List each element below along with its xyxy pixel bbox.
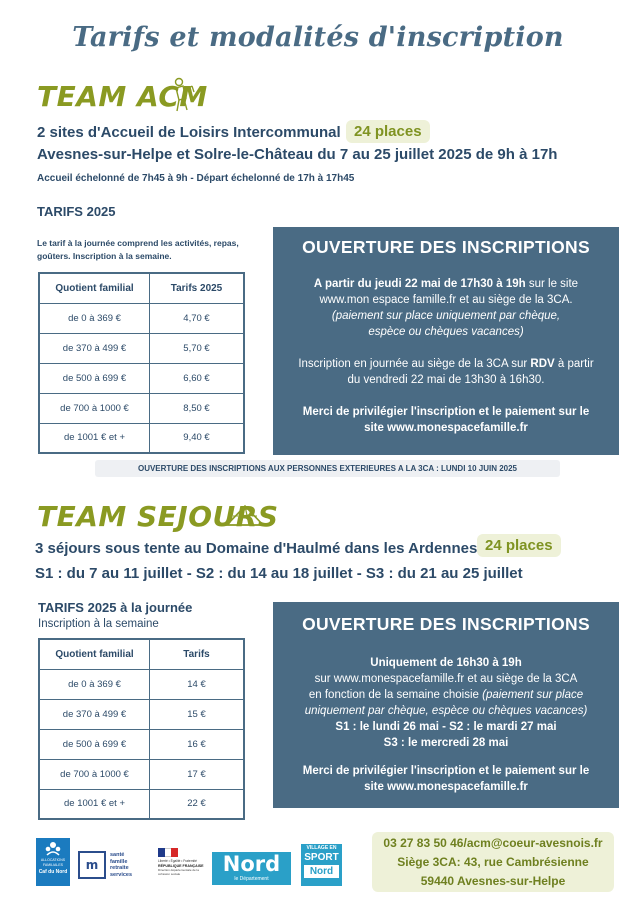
table-header: Tarifs 2025 [150,273,245,303]
acm-dates-line: Avesnes-sur-Helpe et Solre-le-Château du 7 au 25 juillet 2025 de 9h à 17h [37,146,558,163]
acm-places-badge: 24 places [346,120,430,143]
republique-francaise-logo: Liberté • Égalité • Fraternité RÉPUBLIQUE FRANÇAISE Direction départementale de la cohésion sociale [158,848,204,882]
contact-block [372,832,614,892]
sejours-box-heading: OUVERTURE DES INSCRIPTIONS [302,614,590,634]
sejours-places-badge: 24 places [477,534,561,557]
tent-icon [224,502,266,528]
sejours-lieu-line: 3 séjours sous tente au Domaine d'Haulmé dans les Ardennes [35,540,478,557]
table-row: de 0 à 369 € 4,70 € [39,303,244,333]
sejours-dates-line: S1 : du 7 au 11 juillet - S2 : du 14 au 18 juillet - S3 : du 21 au 25 juillet [35,565,523,582]
sejours-inscriptions-box: OUVERTURE DES INSCRIPTIONS Uniquement de 16h30 à 19h sur www.monespacefamille.fr et au siège de la 3CA en fonction de la semaine choisie (paiement sur place uniquement par chèque, espèce ou chèques vacances) S1 : le lundi 26 mai - S2 : le mardi 27 mai S3 : le mercredi 28 mai Merci de privilégier l'inscription et le paiement sur le site www.monespacefamille.fr [273,602,619,808]
msa-logo: m santé famille retraite services [78,849,148,881]
acm-accueil-line: Accueil échelonné de 7h45 à 9h - Départ échelonné de 17h à 17h45 [37,173,355,184]
table-row: de 370 à 499 € 5,70 € [39,333,244,363]
table-header: Quotient familial [39,639,150,669]
sejours-tarifs-heading: TARIFS 2025 à la journée [38,600,193,615]
contact-address: Siège 3CA: 43, rue Cambrésienne [397,855,589,869]
team-sejours-title: TEAM SEJOURS [37,500,279,533]
table-row: de 370 à 499 € 15 € [39,699,244,729]
table-row: de 500 à 699 € 6,60 € [39,363,244,393]
acm-tarifs-table [38,272,245,454]
acm-tarifs-heading: TARIFS 2025 [37,204,116,219]
table-row: de 700 à 1000 € 8,50 € [39,393,244,423]
acm-tarifs-note: Le tarif à la journée comprend les activités, repas, goûters. Inscription à la semaine. [37,238,239,261]
team-acm-title: TEAM ACM [37,80,208,113]
page-title: Tarifs et modalités d'inscription [72,22,564,53]
acm-sites-line: 2 sites d'Accueil de Loisirs Intercommunal [37,124,341,141]
exterieurs-banner: OUVERTURE DES INSCRIPTIONS AUX PERSONNES EXTERIEURES A LA 3CA : LUNDI 10 JUIN 2025 [95,460,560,477]
acm-inscriptions-box: OUVERTURE DES INSCRIPTIONS A partir du jeudi 22 mai de 17h30 à 19h sur le site www.mon espace famille.fr et au siège de la 3CA. (paiement sur place uniquement par chèque, espèce ou chèques vacances) Inscription en journée au siège de la 3CA sur RDV à partir du vendredi 22 mai de 13h30 à 16h30. Merci de privilégier l'inscription et le paiement sur le site www.monespacefamille.fr [273,227,619,455]
contact-phone-email: 03 27 83 50 46/acm@coeur-avesnois.fr [383,836,603,850]
sejours-tarifs-table [38,638,245,820]
caf-logo: ALLOCATIONS FAMILIALES Caf du Nord [36,838,70,886]
table-row: de 700 à 1000 € 17 € [39,759,244,789]
table-row: de 0 à 369 € 14 € [39,669,244,699]
table-row: de 500 à 699 € 16 € [39,729,244,759]
nord-departement-logo: Nord le Département [212,852,291,885]
sejours-tarifs-sub: Inscription à la semaine [38,618,159,630]
table-header: Quotient familial [39,273,150,303]
explorer-icon [170,76,196,114]
table-row: de 1001 € et + 22 € [39,789,244,819]
acm-box-heading: OUVERTURE DES INSCRIPTIONS [302,237,590,257]
table-header: Tarifs [150,639,245,669]
table-row: de 1001 € et + 9,40 € [39,423,244,453]
village-en-sport-logo: VILLAGE EN SPORT Nord [301,844,342,886]
contact-city: 59440 Avesnes-sur-Helpe [420,874,566,888]
